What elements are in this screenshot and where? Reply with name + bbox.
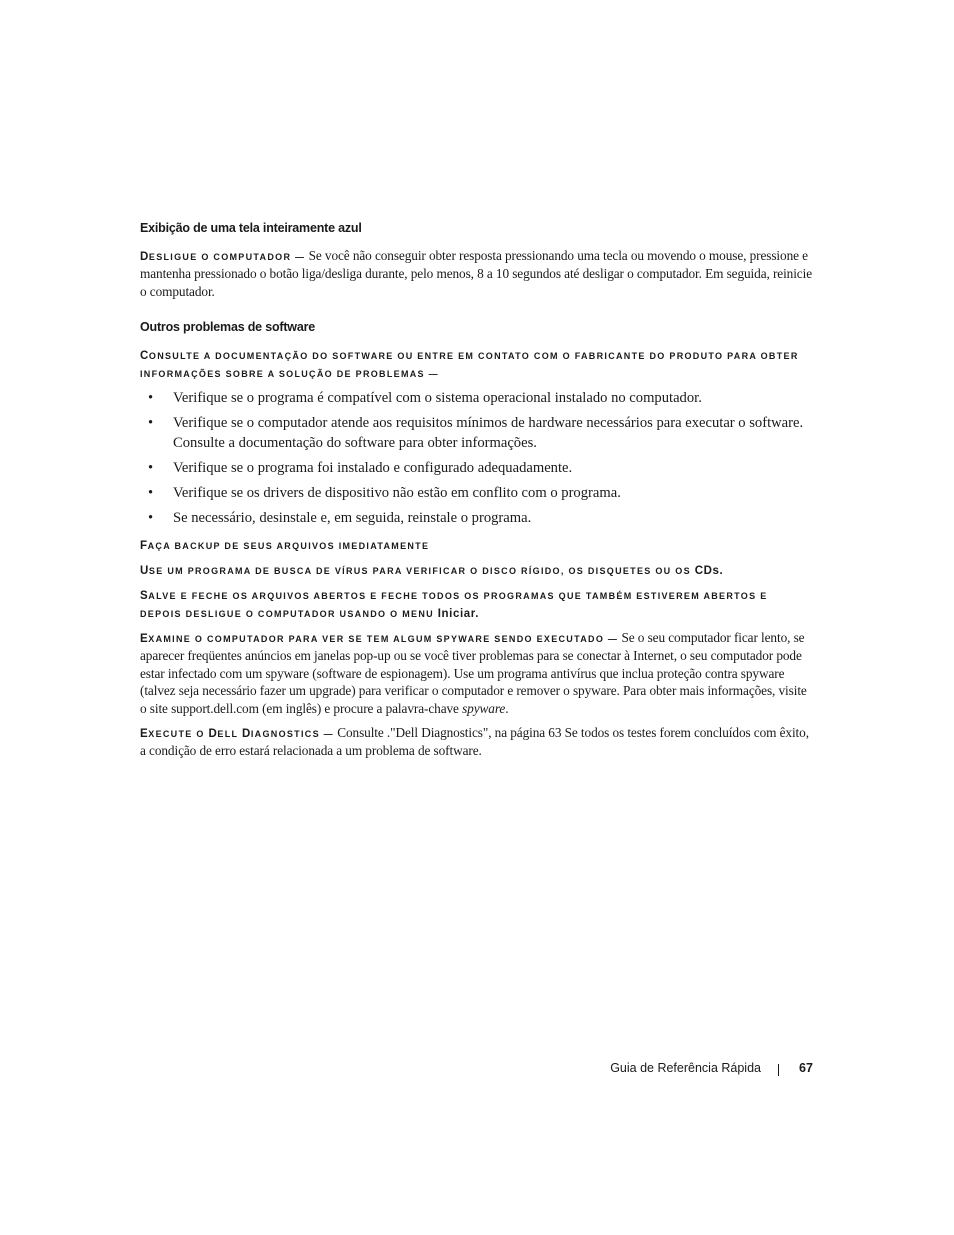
footer-guide-title: Guia de Referência Rápida bbox=[610, 1061, 761, 1075]
entry-spyware: EXAMINE O COMPUTADOR PARA VER SE TEM ALGUM SPYWARE SENDO EXECUTADO — Se o seu computador ficar lento, se aparecer freqüentes anúncios em janelas pop-up ou se você tiver problemas para se conectar à Internet, o seu computador pode estar infectado com um spyware (software de espionagem). Use um programa antivírus que inclua proteção contra spyware (talvez seja necessário fazer um upgrade) para verificar o computador e remover o spyware. Para obter mais informações, visite o site support.dell.com (em inglês) e procure a palavra-chave spyware. bbox=[140, 630, 807, 716]
entry-dell-diagnostics: EXECUTE O DELL DIAGNOSTICS — Consulte ."Dell Diagnostics", na página 63 Se todos os testes forem concluídos com êxito, a condição de erro estará relacionada a um problema de software. bbox=[140, 725, 809, 758]
entry-heading: EXAMINE O COMPUTADOR PARA VER SE TEM ALGUM SPYWARE SENDO EXECUTADO — bbox=[140, 633, 619, 645]
entry-consult-docs bbox=[140, 346, 812, 382]
entry-text: Se você não conseguir obter resposta pressionando uma tecla ou movendo o mouse, pressione e mantenha pressionado o botão liga/desliga durante, pelo menos, 8 a 10 segundos até desligar o computador. Em seguida, reinicie o computador. bbox=[140, 248, 813, 299]
list-item: • Verifique se os drivers de dispositivo não estão em conflito com o programa. bbox=[140, 484, 812, 504]
entry-virus-scan bbox=[140, 561, 812, 579]
bullet-list bbox=[140, 389, 812, 528]
section-title-other-software: Outros problemas de software bbox=[140, 320, 315, 334]
page-content bbox=[140, 219, 812, 767]
entry-save-close bbox=[140, 586, 812, 622]
bullet-icon: • bbox=[148, 484, 154, 501]
entry-heading: DESLIGUE O COMPUTADOR — bbox=[140, 251, 306, 263]
list-item: • Verifique se o computador atende aos requisitos mínimos de hardware necessários para executar o software. Consulte a documentação do software para obter informações. bbox=[148, 415, 804, 451]
support-link[interactable]: support.dell.com bbox=[171, 700, 259, 716]
entry-heading: USE UM PROGRAMA DE BUSCA DE VÍRUS PARA VERIFICAR O DISCO RÍGIDO, OS DISQUETES OU OS CDs. bbox=[140, 565, 724, 577]
spyware-keyword: spyware bbox=[462, 700, 506, 716]
entry-heading: EXECUTE O DELL DIAGNOSTICS — bbox=[140, 728, 334, 740]
entry-backup bbox=[140, 536, 812, 554]
entry-turn-off bbox=[140, 247, 812, 300]
footer-divider bbox=[778, 1064, 779, 1076]
start-menu-label: Iniciar. bbox=[437, 608, 480, 620]
list-item: • Verifique se o programa é compatível com o sistema operacional instalado no computador. bbox=[140, 389, 812, 409]
bullet-icon: • bbox=[148, 415, 154, 431]
page-footer bbox=[0, 1061, 954, 1081]
bullet-icon: • bbox=[148, 390, 154, 406]
page-number: 67 bbox=[799, 1061, 813, 1075]
entry-heading: FAÇA BACKUP DE SEUS ARQUIVOS IMEDIATAMENTE bbox=[140, 540, 430, 552]
section-title-blue-screen: Exibição de uma tela inteiramente azul bbox=[140, 221, 362, 235]
bullet-icon: • bbox=[148, 509, 154, 526]
entry-heading: SALVE E FECHE OS ARQUIVOS ABERTOS E FECHE TODOS OS PROGRAMAS QUE TAMBÉM ESTIVEREM ABERTOS E DEPOIS DESLIGUE O COMPUTADOR USANDO O MENU Iniciar. bbox=[140, 590, 768, 620]
list-item: • Se necessário, desinstale e, em seguida, reinstale o programa. bbox=[140, 509, 812, 529]
list-item: • Verifique se o programa foi instalado e configurado adequadamente. bbox=[140, 459, 812, 479]
entry-heading: CONSULTE A DOCUMENTAÇÃO DO SOFTWARE OU ENTRE EM CONTATO COM O FABRICANTE DO PRODUTO PARA OBTER INFORMAÇÕES SOBRE A SOLUÇÃO DE PROBLEMAS — bbox=[140, 350, 799, 379]
bullet-icon: • bbox=[148, 459, 154, 476]
